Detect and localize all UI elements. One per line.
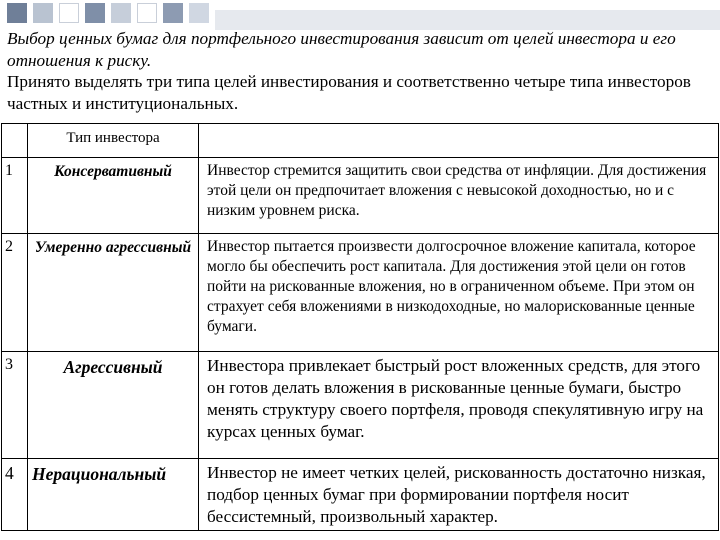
table-row [2,234,719,352]
table-row [2,352,719,459]
header-num-cell [2,124,28,158]
table-row [2,459,719,531]
intro-italic: Выбор ценных бумаг для портфельного инвестирования зависит от целей инвестора и его отношения к риску. [7,29,676,70]
table-header-row [2,124,719,158]
investor-description: Инвестора привлекает быстрый рост вложенных средств, для этого он готов делать вложения в рискованные ценные бумаги, быстро менять структуру своего портфеля, проводя спекулятивную игру на курсах ценных бумаг. [199,352,719,459]
decor-tile [33,3,53,23]
investor-type: Нерациональный [28,459,199,531]
header-decoration [0,0,720,30]
investor-description: Инвестор стремится защитить свои средства от инфляции. Для достижения этой цели он предпочитает вложения с невысокой доходностью, но и с низким уровнем риска. [199,158,719,234]
intro-text [7,28,713,114]
decor-tile [111,3,131,23]
decor-tile [137,3,157,23]
row-number: 2 [2,234,28,352]
decor-tile [7,3,27,23]
row-number: 3 [2,352,28,459]
investor-type: Консервативный [28,158,199,234]
decor-tile [189,3,209,23]
decor-tile [85,3,105,23]
row-number: 1 [2,158,28,234]
row-number: 4 [2,459,28,531]
decor-strip [215,10,720,30]
header-type-cell: Тип инвестора [28,124,199,158]
investor-type: Умеренно агрессивный [28,234,199,352]
investor-description: Инвестор пытается произвести долгосрочное вложение капитала, которое могло бы обеспечить рост капитала. Для достижения этой цели он готов пойти на рискованные вложения, но в ограниченном объеме. При этом он страхует себя вложениями в низкодоходные, но малорискованные ценные бумаги. [199,234,719,352]
decor-tile [163,3,183,23]
header-desc-cell [199,124,719,158]
intro-regular: Принято выделять три типа целей инвестирования и соответственно четыре типа инвесторов частных и институциональных. [7,72,691,113]
investor-description: Инвестор не имеет четких целей, рискованность достаточно низкая, подбор ценных бумаг при формировании портфеля носит бессистемный, произвольный характер. [199,459,719,531]
decor-tile [59,3,79,23]
investor-type: Агрессивный [28,352,199,459]
investor-types-table [1,123,719,531]
table-row [2,158,719,234]
